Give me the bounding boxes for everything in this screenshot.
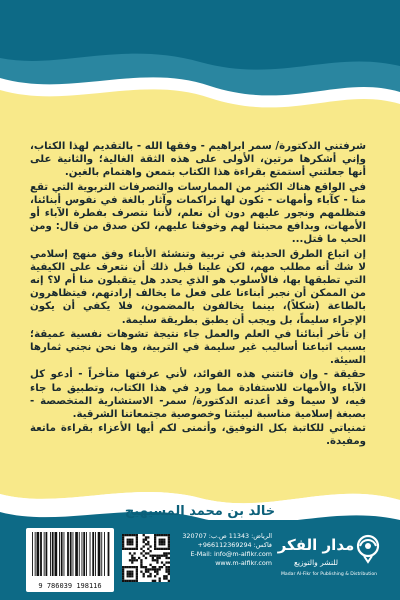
qr-module xyxy=(147,548,149,550)
barcode-bar xyxy=(67,532,69,576)
qr-module xyxy=(168,534,170,536)
qr-module xyxy=(131,580,133,582)
qr-module xyxy=(129,541,131,543)
qr-module xyxy=(143,550,145,552)
qr-module xyxy=(136,543,138,545)
qr-module xyxy=(149,550,151,552)
contact-address: الرياض: 11343 ص.ب: 320707 xyxy=(182,532,272,540)
qr-module xyxy=(122,566,124,568)
qr-module xyxy=(147,571,149,573)
barcode-bar xyxy=(79,532,80,576)
barcode-bar xyxy=(98,532,101,576)
qr-module xyxy=(143,534,145,536)
barcode-bar xyxy=(104,532,105,576)
qr-module xyxy=(145,539,147,541)
qr-module xyxy=(154,545,156,547)
qr-module xyxy=(156,573,158,575)
qr-module xyxy=(136,541,138,543)
qr-module xyxy=(156,557,158,559)
qr-module xyxy=(159,543,161,545)
qr-module xyxy=(165,534,167,536)
qr-module xyxy=(136,568,138,570)
qr-module xyxy=(124,548,126,550)
qr-module xyxy=(159,534,161,536)
qr-module xyxy=(154,534,156,536)
qr-module xyxy=(147,541,149,543)
foreword-author-name: خالد بن محمد المسيهيج xyxy=(124,504,276,519)
qr-module xyxy=(152,555,154,557)
qr-module xyxy=(161,534,163,536)
barcode-bar xyxy=(55,532,58,576)
qr-module xyxy=(163,534,165,536)
qr-module xyxy=(127,539,129,541)
qr-module xyxy=(129,566,131,568)
qr-module xyxy=(149,568,151,570)
qr-module xyxy=(127,566,129,568)
qr-module xyxy=(154,559,156,561)
qr-module xyxy=(136,575,138,577)
qr-module xyxy=(122,534,124,536)
qr-module xyxy=(133,559,135,561)
qr-module xyxy=(168,568,170,570)
qr-module xyxy=(154,536,156,538)
qr-module xyxy=(149,575,151,577)
barcode-bar xyxy=(59,532,60,576)
qr-module xyxy=(168,561,170,563)
qr-code xyxy=(122,534,170,582)
madar-logo-icon xyxy=(354,534,382,564)
qr-module xyxy=(161,548,163,550)
qr-module xyxy=(136,534,138,536)
qr-module xyxy=(129,539,131,541)
qr-module xyxy=(161,543,163,545)
qr-module xyxy=(122,536,124,538)
qr-module xyxy=(143,573,145,575)
barcode-bar xyxy=(92,532,94,576)
publisher-tagline: للنشر والتوزيع xyxy=(293,558,339,567)
foreword-paragraph-4: إن تأخر أبنائنا في العلم والعمل جاء نتيجة تشوهات نفسية عميقة؛ بسبب اتباعنا أساليب غير سليمة في التربية، وها نحن نجني ثمارها السيئة. xyxy=(30,328,366,367)
qr-module xyxy=(127,534,129,536)
qr-module xyxy=(122,568,124,570)
qr-module xyxy=(159,557,161,559)
qr-module xyxy=(163,555,165,557)
qr-module xyxy=(122,541,124,543)
qr-module xyxy=(147,575,149,577)
qr-module xyxy=(124,566,126,568)
qr-module xyxy=(129,575,131,577)
qr-module xyxy=(168,571,170,573)
qr-module xyxy=(131,557,133,559)
barcode-bar xyxy=(73,532,74,576)
qr-module xyxy=(154,575,156,577)
qr-module xyxy=(140,564,142,566)
qr-module xyxy=(122,543,124,545)
qr-module xyxy=(127,571,129,573)
barcode-number: 9 786039 198116 xyxy=(38,582,102,590)
qr-module xyxy=(143,575,145,577)
qr-module xyxy=(140,548,142,550)
qr-module xyxy=(122,573,124,575)
qr-module xyxy=(131,559,133,561)
qr-module xyxy=(154,548,156,550)
qr-module xyxy=(131,575,133,577)
qr-module xyxy=(159,566,161,568)
qr-module xyxy=(163,539,165,541)
barcode-bar xyxy=(35,532,36,576)
barcode-bar xyxy=(50,532,51,576)
qr-module xyxy=(165,557,167,559)
qr-module xyxy=(136,577,138,579)
qr-module xyxy=(168,536,170,538)
qr-module xyxy=(129,552,131,554)
qr-module xyxy=(163,564,165,566)
qr-module xyxy=(143,555,145,557)
qr-module xyxy=(168,541,170,543)
qr-module xyxy=(154,568,156,570)
qr-module xyxy=(152,559,154,561)
qr-module xyxy=(127,541,129,543)
qr-module xyxy=(154,555,156,557)
qr-module xyxy=(127,543,129,545)
qr-module xyxy=(152,568,154,570)
barcode-bar xyxy=(64,532,65,576)
qr-module xyxy=(165,571,167,573)
qr-module xyxy=(159,539,161,541)
qr-module xyxy=(168,552,170,554)
qr-module xyxy=(140,561,142,563)
qr-module xyxy=(156,568,158,570)
qr-module xyxy=(161,541,163,543)
qr-module xyxy=(165,548,167,550)
qr-module xyxy=(154,571,156,573)
qr-module xyxy=(154,566,156,568)
qr-module xyxy=(149,545,151,547)
qr-module xyxy=(163,541,165,543)
qr-module xyxy=(122,539,124,541)
qr-module xyxy=(136,573,138,575)
qr-module xyxy=(147,543,149,545)
barcode-bar xyxy=(37,532,40,576)
qr-module xyxy=(127,575,129,577)
qr-module xyxy=(140,559,142,561)
qr-module xyxy=(140,571,142,573)
qr-module xyxy=(168,566,170,568)
qr-module xyxy=(147,568,149,570)
qr-module xyxy=(152,566,154,568)
qr-module xyxy=(131,555,133,557)
qr-module xyxy=(145,568,147,570)
qr-module xyxy=(131,566,133,568)
qr-module xyxy=(136,545,138,547)
qr-module xyxy=(127,580,129,582)
foreword-paragraph-5: حقيقة - وإن فاتتني هذه الفوائد، لأني عرفتها متأخراً - أدعو كل الآباء والأمهات للاستفادة مما ورد في هذا الكتاب، وتطبيق ما جاء فيه، لا سيما وقد أعدته الدكتورة/ سمر- الاستشارية المتخصصة - بصبغة إسلامية مناسبة لبيئتنا وخصوصية مجتمعاتنا الشرقية. xyxy=(30,369,366,421)
qr-module xyxy=(168,543,170,545)
barcode-bar xyxy=(86,532,87,576)
barcode-bar xyxy=(108,532,110,576)
qr-module xyxy=(127,548,129,550)
qr-module xyxy=(149,573,151,575)
qr-module xyxy=(133,548,135,550)
qr-module xyxy=(129,543,131,545)
qr-module xyxy=(163,552,165,554)
foreword-paragraph-3: إن اتباع الطرق الحديثة في تربية وتنشئة الأبناء وفق منهج إسلامي لا شك أنه مطلب مهم، لكن علينا قبل ذلك أن نتعرف على الكيفية التي تطبقها بها، فالأسلوب هو الذي يحدد هل يتقبلون منا أم لا؟ إنه من الممكن أن نجبر أبناءنا على فعل ما يخالف إرادتهم، فيتظاهرون بالطاعة (شكلاً)، بينما يخالفون بالمضمون، فلا يكفي أن يكون الإجراء سليماً، بل ويجب أن يطبق بطريقة سليمة. xyxy=(30,248,366,326)
foreword-text xyxy=(30,140,366,450)
qr-module xyxy=(149,555,151,557)
qr-module xyxy=(156,555,158,557)
qr-module xyxy=(168,548,170,550)
contact-website: www.m-alfikr.com xyxy=(215,559,272,567)
barcode-bar xyxy=(32,532,33,576)
qr-module xyxy=(129,559,131,561)
qr-module xyxy=(159,555,161,557)
barcode-bar xyxy=(46,532,48,576)
qr-module xyxy=(124,580,126,582)
qr-module xyxy=(124,534,126,536)
qr-module xyxy=(159,568,161,570)
qr-module xyxy=(149,564,151,566)
qr-module xyxy=(129,534,131,536)
qr-module xyxy=(161,555,163,557)
qr-module xyxy=(165,561,167,563)
qr-module xyxy=(156,571,158,573)
foreword-paragraph-1: شرفتني الدكتورة/ سمر ابراهيم - وفقها الله - بالتقديم لهذا الكتاب، وإني أشكرها مرتين، الأولى على هذه الثقة الغالية؛ والثانية على أنها جعلتني أستمتع بقراءة هذا الكتاب بتمعن واهتمام بالغين. xyxy=(30,141,366,179)
qr-module xyxy=(168,580,170,582)
qr-module xyxy=(136,559,138,561)
barcode-bar xyxy=(70,532,72,576)
qr-module xyxy=(145,571,147,573)
qr-module xyxy=(129,548,131,550)
qr-module xyxy=(165,568,167,570)
qr-module xyxy=(168,539,170,541)
qr-module xyxy=(159,548,161,550)
qr-module xyxy=(131,534,133,536)
qr-module xyxy=(154,541,156,543)
qr-module xyxy=(154,543,156,545)
barcode-bar xyxy=(90,532,91,576)
qr-module xyxy=(133,566,135,568)
qr-code-pattern xyxy=(122,534,170,582)
barcode-bar xyxy=(101,532,102,576)
qr-module xyxy=(131,548,133,550)
qr-module xyxy=(163,543,165,545)
contact-fax: فاكس: 966112369294+ xyxy=(197,541,272,549)
qr-module xyxy=(133,557,135,559)
qr-module xyxy=(131,543,133,545)
barcode-bars xyxy=(30,532,110,578)
barcode-bar xyxy=(82,532,83,576)
publisher-contact xyxy=(176,532,272,568)
qr-module xyxy=(129,580,131,582)
qr-module xyxy=(159,580,161,582)
qr-module xyxy=(136,580,138,582)
qr-module xyxy=(140,552,142,554)
qr-module xyxy=(145,557,147,559)
barcode-bar xyxy=(52,532,54,576)
qr-module xyxy=(122,577,124,579)
qr-module xyxy=(145,566,147,568)
qr-module xyxy=(138,557,140,559)
qr-module xyxy=(163,548,165,550)
foreword-paragraph-6: تمنياتي للكاتبة بكل التوفيق، وأتمنى لكم أيها الأعزاء بقراءة ماتعة ومفيدة. xyxy=(30,423,366,448)
qr-module xyxy=(163,577,165,579)
publisher-logo xyxy=(276,530,382,590)
qr-module xyxy=(165,577,167,579)
qr-module xyxy=(159,541,161,543)
qr-module xyxy=(122,575,124,577)
qr-module xyxy=(129,571,131,573)
qr-module xyxy=(156,559,158,561)
qr-module xyxy=(165,575,167,577)
qr-module xyxy=(122,545,124,547)
qr-module xyxy=(143,541,145,543)
isbn-barcode xyxy=(26,528,114,592)
qr-module xyxy=(133,552,135,554)
qr-module xyxy=(131,561,133,563)
qr-module xyxy=(168,545,170,547)
qr-module xyxy=(168,573,170,575)
qr-module xyxy=(129,573,131,575)
publisher-english-name: Madar Al-Fikr for Publishing & Distribution xyxy=(280,572,378,577)
qr-module xyxy=(145,552,147,554)
qr-module xyxy=(145,536,147,538)
qr-module xyxy=(136,536,138,538)
qr-module xyxy=(161,561,163,563)
qr-module xyxy=(131,573,133,575)
barcode-bar xyxy=(95,532,96,576)
qr-module xyxy=(165,555,167,557)
qr-module xyxy=(161,539,163,541)
qr-module xyxy=(154,580,156,582)
qr-module xyxy=(163,575,165,577)
qr-module xyxy=(136,548,138,550)
qr-module xyxy=(140,566,142,568)
qr-module xyxy=(143,539,145,541)
foreword-paragraph-2: في الواقع هناك الكثير من الممارسات والتصرفات التربوية التي تقع منا - كآباء وأمهات - تكون لها تراكمات وآثار بالغة في نفوس أبنائنا، فنظلمهم ونجور عليهم دون أن نعلم، لأننا نتصرف بفطرة الآباء أو الأمهات، وبدافع محبتنا لهم وخوفنا عليهم، لكن صدق من قال: ومن الحب ما قتل... xyxy=(30,181,366,246)
qr-module xyxy=(161,566,163,568)
qr-module xyxy=(131,541,133,543)
qr-module xyxy=(168,557,170,559)
barcode-bar xyxy=(61,532,63,576)
barcode-bar xyxy=(83,532,85,576)
qr-module xyxy=(122,580,124,582)
qr-module xyxy=(156,561,158,563)
contact-email: E-Mail: info@m-alfikr.com xyxy=(190,550,272,558)
qr-module xyxy=(147,536,149,538)
qr-module xyxy=(156,534,158,536)
qr-module xyxy=(131,539,133,541)
qr-module xyxy=(143,566,145,568)
barcode-bar xyxy=(75,532,78,576)
qr-module xyxy=(165,552,167,554)
qr-module xyxy=(152,557,154,559)
qr-module xyxy=(122,548,124,550)
qr-module xyxy=(127,573,129,575)
qr-module xyxy=(147,552,149,554)
qr-module xyxy=(143,545,145,547)
qr-module xyxy=(152,580,154,582)
publisher-name: مدار الفكر xyxy=(277,536,355,554)
barcode-bar xyxy=(44,532,45,576)
qr-module xyxy=(133,580,135,582)
qr-module xyxy=(154,539,156,541)
qr-module xyxy=(136,571,138,573)
qr-module xyxy=(165,566,167,568)
qr-module xyxy=(136,539,138,541)
qr-module xyxy=(159,577,161,579)
qr-module xyxy=(136,566,138,568)
publisher-footer xyxy=(18,528,382,594)
qr-module xyxy=(131,571,133,573)
qr-module xyxy=(156,548,158,550)
qr-module xyxy=(133,534,135,536)
qr-module xyxy=(122,571,124,573)
qr-module xyxy=(145,543,147,545)
barcode-bar xyxy=(40,532,42,576)
